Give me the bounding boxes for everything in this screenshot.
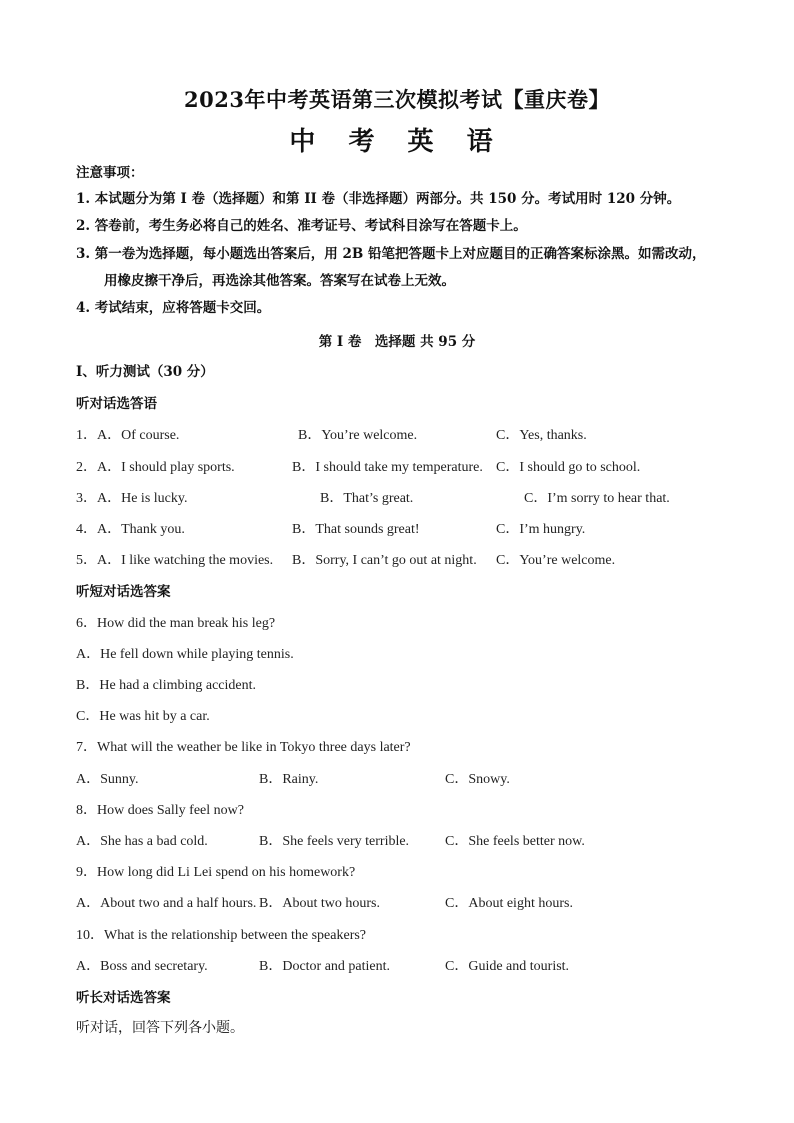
- q4-option-a: 4．A．Thank you.: [76, 522, 185, 537]
- q2-option-a: 2．A．I should play sports.: [76, 460, 235, 475]
- instruction-text: 听对话，回答下列各小题。: [76, 1020, 244, 1036]
- q3-option-b: B．That’s great.: [320, 491, 414, 506]
- q8-stem: 8．How does Sally feel now?: [76, 803, 244, 818]
- part1-heading: 第 I 卷 选择题 共 95 分: [318, 334, 476, 350]
- q3-option-c: C．I’m sorry to hear that.: [524, 491, 670, 506]
- q4-option-c: C．I’m hungry.: [496, 522, 586, 537]
- q2-option-c: C．I should go to school.: [496, 460, 641, 475]
- q5-option-b: B．Sorry, I can’t go out at night.: [292, 553, 477, 568]
- q1-option-a: 1．A．Of course.: [76, 428, 180, 443]
- q6-option-a: A．He fell down while playing tennis.: [76, 647, 294, 662]
- q7-option-a: A．Sunny.: [76, 772, 139, 787]
- section-sub-heading: 听对话选答语: [76, 396, 157, 412]
- q10-option-b: B．Doctor and patient.: [259, 959, 391, 974]
- q7-option-b: B．Rainy.: [259, 772, 319, 787]
- note-item: 用橡皮擦干净后，再选涂其他答案。答案写在试卷上无效。: [104, 273, 455, 289]
- section1-heading: Ⅰ、听力测试（30 分）: [76, 364, 214, 380]
- q6-stem: 6．How did the man break his leg?: [76, 616, 276, 631]
- q7-option-c: C．Snowy.: [445, 772, 510, 787]
- note-item: 1. 本试题分为第 I 卷（选择题）和第 II 卷（非选择题）两部分。共 150 分。考试用时 120 分钟。: [76, 191, 681, 207]
- q9-stem: 9．How long did Li Lei spend on his homework?: [76, 865, 356, 880]
- note-item: 3. 第一卷为选择题，每小题选出答案后，用 2B 铅笔把答题卡上对应题目的正确答案标涂黑。如需改动，: [76, 246, 706, 262]
- q5-option-a: 5．A．I like watching the movies.: [76, 553, 274, 568]
- q2-option-b: B．I should take my temperature.: [292, 460, 483, 475]
- q1-option-b: B．You’re welcome.: [298, 428, 418, 443]
- section-sub-heading: 听短对话选答案: [76, 584, 171, 600]
- exam-subtitle: 中 考 英 语: [289, 127, 505, 157]
- note-item: 4. 考试结束，应将答题卡交回。: [76, 300, 271, 316]
- q9-option-a: A．About two and a half hours.: [76, 896, 257, 911]
- notes-heading: 注意事项：: [76, 165, 144, 181]
- q8-option-b: B．She feels very terrible.: [259, 834, 410, 849]
- q10-option-a: A．Boss and secretary.: [76, 959, 208, 974]
- q4-option-b: B．That sounds great!: [292, 522, 420, 537]
- q1-option-c: C．Yes, thanks.: [496, 428, 587, 443]
- q6-option-b: B．He had a climbing accident.: [76, 678, 256, 693]
- q9-option-b: B．About two hours.: [259, 896, 380, 911]
- q10-option-c: C．Guide and tourist.: [445, 959, 570, 974]
- q8-option-a: A．She has a bad cold.: [76, 834, 208, 849]
- q5-option-c: C．You’re welcome.: [496, 553, 616, 568]
- section-sub-heading: 听长对话选答案: [76, 990, 171, 1006]
- q6-option-c: C．He was hit by a car.: [76, 709, 210, 724]
- exam-title: 2023年中考英语第三次模拟考试【重庆卷】: [184, 87, 610, 112]
- note-item: 2. 答卷前，考生务必将自己的姓名、准考证号、考试科目涂写在答题卡上。: [76, 218, 527, 234]
- q10-stem: 10．What is the relationship between the speakers?: [76, 928, 367, 943]
- q7-stem: 7．What will the weather be like in Tokyo three days later?: [76, 740, 411, 755]
- q3-option-a: 3．A．He is lucky.: [76, 491, 188, 506]
- q9-option-c: C．About eight hours.: [445, 896, 573, 911]
- q8-option-c: C．She feels better now.: [445, 834, 585, 849]
